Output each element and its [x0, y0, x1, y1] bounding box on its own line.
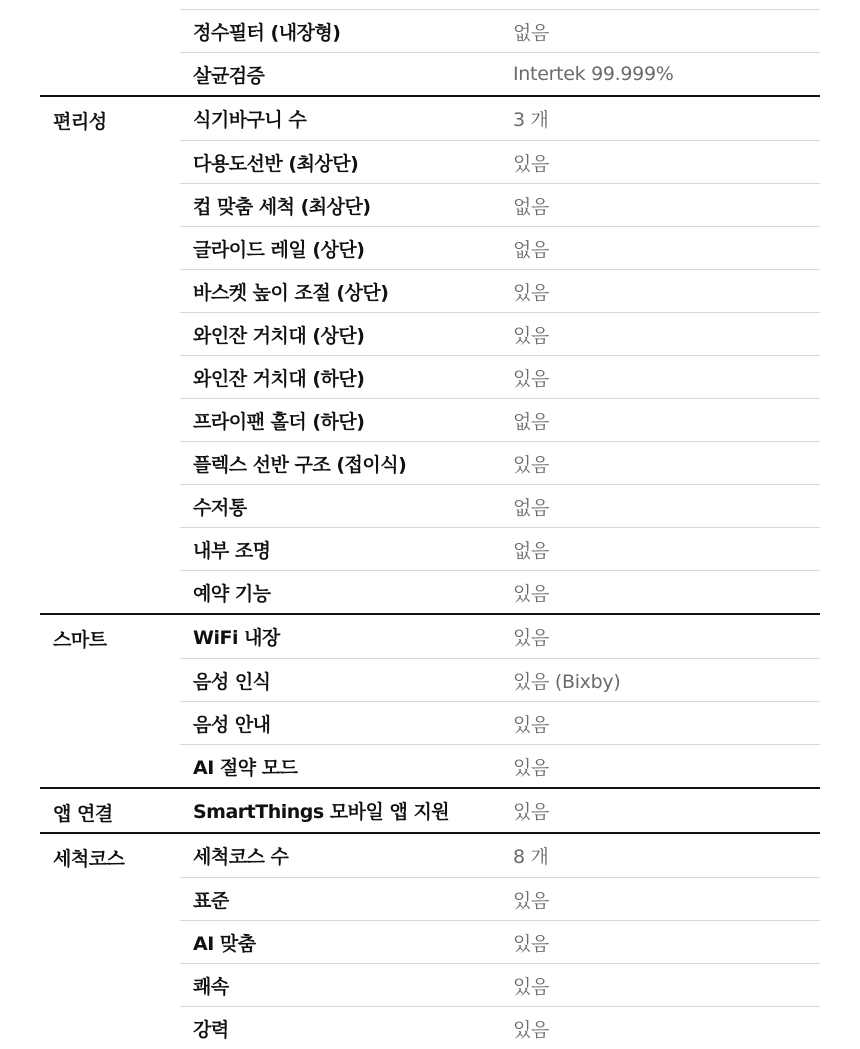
spec-row [180, 1006, 820, 1049]
group-title: 앱 연결 [53, 803, 113, 825]
spec-group-smart [40, 613, 820, 787]
spec-row [180, 441, 820, 484]
spec-value: Intertek 99.999% [513, 63, 674, 85]
spec-label: 살균검증 [193, 64, 265, 87]
spec-row [180, 834, 820, 877]
spec-row [180, 484, 820, 527]
spec-label: 프라이팬 홀더 (하단) [193, 410, 365, 433]
spec-label: 세척코스 수 [193, 846, 289, 868]
spec-label: 글라이드 레일 (상단) [193, 238, 365, 261]
spec-label: 음성 인식 [193, 670, 271, 693]
group-title: 스마트 [53, 629, 107, 651]
spec-label: 강력 [193, 1018, 229, 1041]
spec-label: 음성 안내 [193, 713, 271, 736]
spec-row [180, 527, 820, 570]
spec-value: 있음 [513, 975, 550, 998]
spec-value: 있음 [513, 889, 550, 912]
spec-value: 있음 [513, 713, 550, 736]
spec-row [180, 615, 820, 658]
spec-value: 있음 [513, 152, 550, 175]
spec-group-purification [40, 0, 820, 95]
spec-value: 없음 [513, 21, 550, 44]
spec-label: 플렉스 선반 구조 (접이식) [193, 453, 407, 476]
spec-row [180, 570, 820, 613]
spec-value: 8 개 [513, 846, 549, 868]
spec-row [180, 920, 820, 963]
spec-row [180, 312, 820, 355]
spec-label: 식기바구니 수 [193, 109, 307, 131]
spec-row [180, 355, 820, 398]
spec-label: 와인잔 거치대 (하단) [193, 367, 365, 390]
spec-value: 3 개 [513, 109, 549, 131]
spec-label: 정수필터 (내장형) [193, 21, 341, 44]
spec-label: 다용도선반 (최상단) [193, 152, 359, 175]
spec-value: 있음 [513, 324, 550, 347]
spec-row [180, 398, 820, 441]
spec-value: 있음 [513, 367, 550, 390]
spec-value: 없음 [513, 410, 550, 433]
spec-row [180, 658, 820, 701]
spec-value: 있음 (Bixby) [513, 670, 621, 693]
spec-value: 없음 [513, 195, 550, 218]
spec-row [180, 97, 820, 140]
spec-row [180, 789, 820, 832]
spec-row [180, 744, 820, 787]
spec-row [180, 701, 820, 744]
spec-value: 있음 [513, 582, 550, 605]
spec-value: 있음 [513, 801, 550, 823]
spec-group-convenience [40, 95, 820, 613]
spec-label: 수저통 [193, 496, 247, 519]
group-title: 세척코스 [53, 848, 125, 870]
spec-row [180, 183, 820, 226]
spec-row [180, 9, 820, 52]
spec-value: 없음 [513, 539, 550, 562]
spec-label: AI 맞춤 [193, 932, 256, 955]
spec-label: 바스켓 높이 조절 (상단) [193, 281, 389, 304]
spec-label: 와인잔 거치대 (상단) [193, 324, 365, 347]
spec-label: SmartThings 모바일 앱 지원 [193, 801, 450, 823]
spec-label: AI 절약 모드 [193, 756, 298, 779]
spec-value: 있음 [513, 932, 550, 955]
spec-value: 있음 [513, 627, 550, 649]
spec-value: 있음 [513, 453, 550, 476]
spec-row [180, 52, 820, 95]
spec-row [180, 140, 820, 183]
spec-label: 컵 맞춤 세척 (최상단) [193, 195, 371, 218]
spec-label: 예약 기능 [193, 582, 271, 605]
spec-group-app [40, 787, 820, 832]
spec-value: 없음 [513, 238, 550, 261]
spec-label: 쾌속 [193, 975, 229, 998]
spec-group-wash-courses [40, 832, 820, 1049]
spec-table [40, 0, 820, 1049]
spec-row [180, 963, 820, 1006]
spec-value: 있음 [513, 756, 550, 779]
spec-value: 없음 [513, 496, 550, 519]
spec-row [180, 226, 820, 269]
spec-row [180, 877, 820, 920]
spec-label: 표준 [193, 889, 229, 912]
spec-label: WiFi 내장 [193, 627, 280, 649]
spec-value: 있음 [513, 1018, 550, 1041]
spec-value: 있음 [513, 281, 550, 304]
spec-label: 내부 조명 [193, 539, 271, 562]
spec-row [180, 0, 820, 9]
group-title: 편리성 [53, 111, 107, 133]
spec-row [180, 269, 820, 312]
